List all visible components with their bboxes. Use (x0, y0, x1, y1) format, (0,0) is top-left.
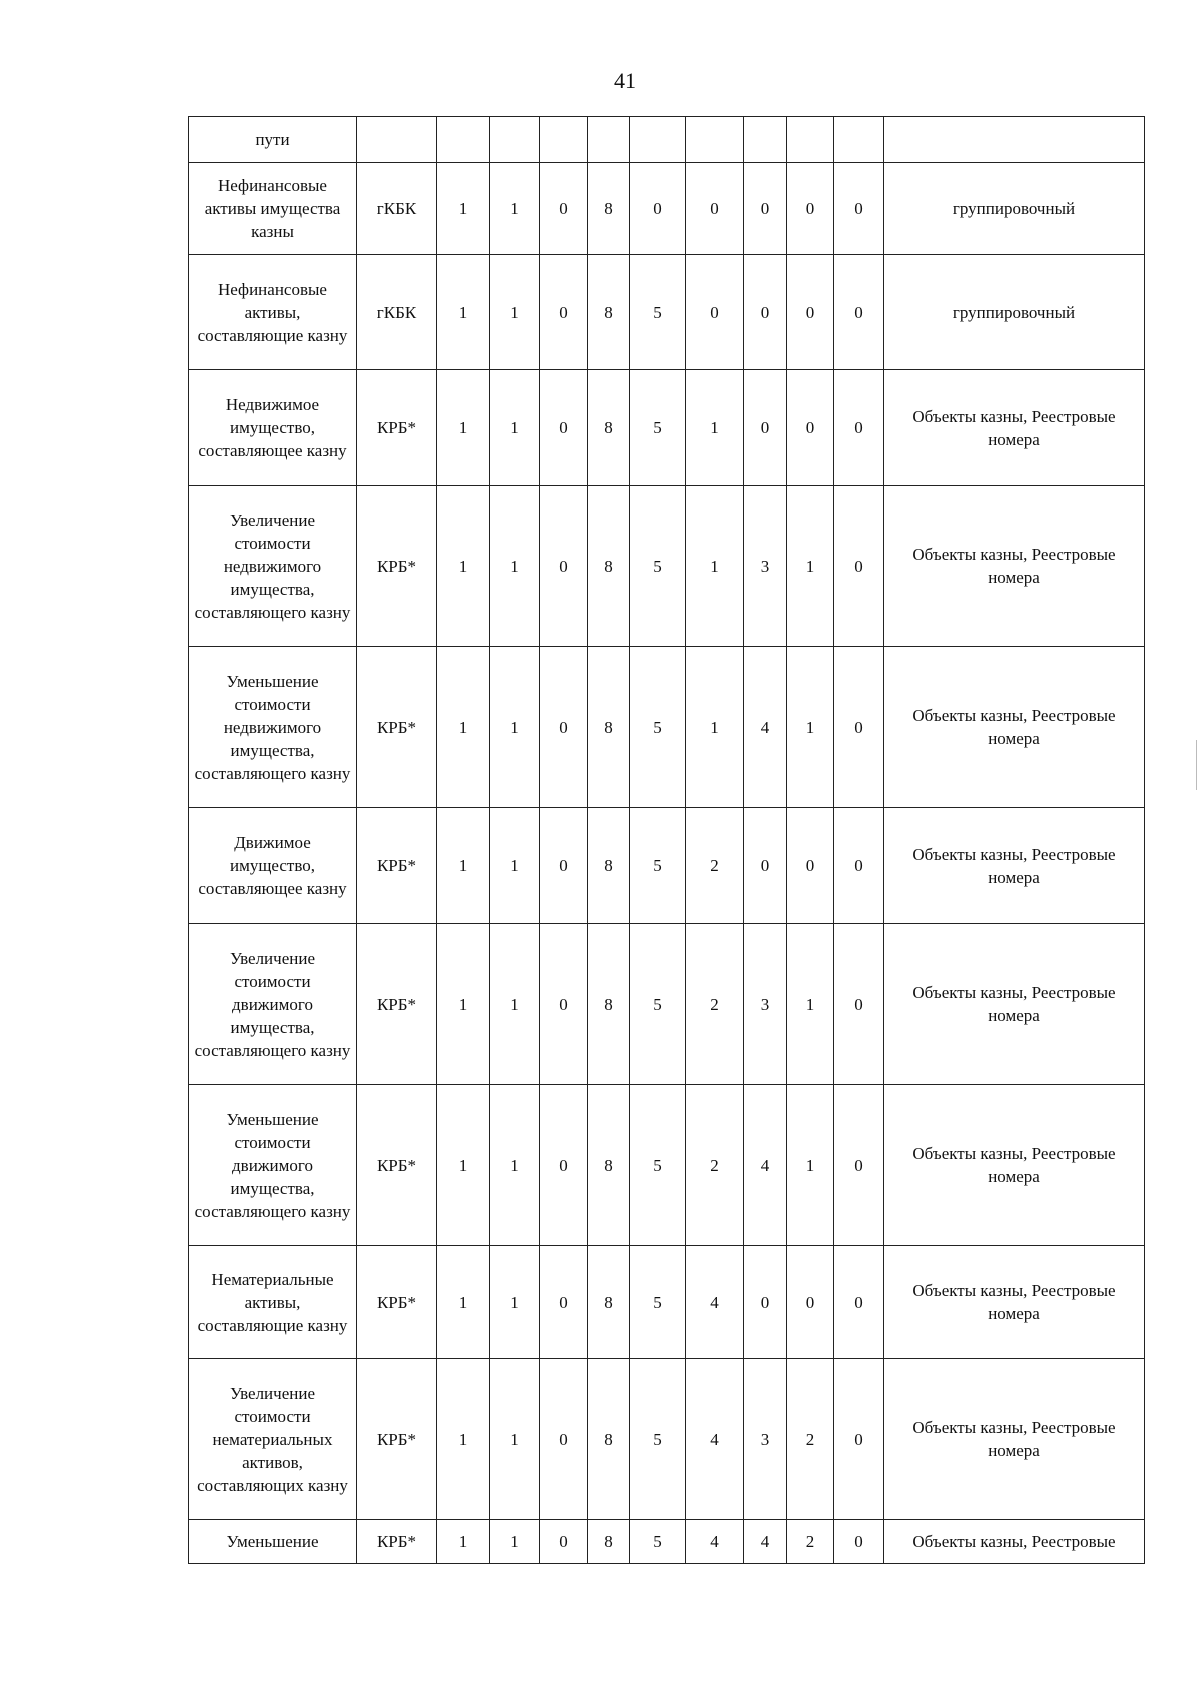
code-digit-cell: 1 (437, 924, 490, 1085)
code-digit-cell: 5 (630, 1359, 686, 1520)
code-digit-cell: 0 (834, 370, 884, 486)
table-body (189, 117, 1145, 1564)
code-digit-cell: 1 (686, 486, 744, 647)
scan-edge-mark (1196, 740, 1197, 790)
code-digit-cell: 1 (787, 924, 834, 1085)
code-digit-cell: 3 (744, 486, 787, 647)
account-name-cell: Уменьшение (189, 1520, 357, 1564)
code-digit-cell: 5 (630, 647, 686, 808)
code-digit-cell: 8 (588, 808, 630, 924)
code-digit-cell: 5 (630, 1246, 686, 1359)
code-digit-cell: 0 (834, 163, 884, 255)
code-digit-cell: 5 (630, 924, 686, 1085)
code-digit-cell: 0 (686, 163, 744, 255)
code-digit-cell: 1 (437, 486, 490, 647)
account-name-cell: Недвижимое имущество, составляющее казну (189, 370, 357, 486)
account-name-cell: Увеличение стоимости нематериальных активов, составляющих казну (189, 1359, 357, 1520)
code-digit-cell: 1 (490, 1359, 540, 1520)
table-row (189, 1359, 1145, 1520)
account-codes-table (188, 116, 1145, 1564)
code-digit-cell (630, 117, 686, 163)
code-digit-cell: 1 (437, 808, 490, 924)
code-digit-cell (744, 117, 787, 163)
code-digit-cell: 4 (744, 1520, 787, 1564)
table-row (189, 1520, 1145, 1564)
page-number: 41 (614, 68, 636, 93)
code-digit-cell (540, 117, 588, 163)
account-name-cell: Нефинансовые активы, составляющие казну (189, 255, 357, 370)
table-row (189, 1085, 1145, 1246)
code-digit-cell: 5 (630, 1520, 686, 1564)
code-digit-cell: 8 (588, 924, 630, 1085)
code-digit-cell: 2 (787, 1520, 834, 1564)
code-digit-cell: 2 (686, 808, 744, 924)
code-digit-cell: 0 (540, 1359, 588, 1520)
code-digit-cell: 0 (834, 924, 884, 1085)
code-digit-cell: 2 (787, 1359, 834, 1520)
code-digit-cell: 8 (588, 1520, 630, 1564)
code-digit-cell: 4 (686, 1359, 744, 1520)
analytics-note-cell: Объекты казны, Реестровые номера (884, 1246, 1145, 1359)
code-digit-cell (686, 117, 744, 163)
code-digit-cell: 0 (834, 647, 884, 808)
code-digit-cell: 1 (437, 1246, 490, 1359)
analytics-note-cell (884, 117, 1145, 163)
code-digit-cell: 0 (686, 255, 744, 370)
code-digit-cell (834, 117, 884, 163)
analytics-note-cell: Объекты казны, Реестровые номера (884, 1359, 1145, 1520)
code-digit-cell: 1 (490, 647, 540, 808)
code-type-cell: КРБ* (357, 486, 437, 647)
code-digit-cell: 1 (686, 647, 744, 808)
code-digit-cell: 0 (540, 370, 588, 486)
code-digit-cell: 1 (437, 370, 490, 486)
code-digit-cell: 0 (540, 255, 588, 370)
code-digit-cell: 0 (540, 808, 588, 924)
code-digit-cell: 5 (630, 808, 686, 924)
code-type-cell: гКБК (357, 163, 437, 255)
code-type-cell: КРБ* (357, 808, 437, 924)
table-row (189, 370, 1145, 486)
code-digit-cell: 0 (744, 1246, 787, 1359)
code-digit-cell: 0 (787, 1246, 834, 1359)
code-digit-cell: 1 (437, 255, 490, 370)
analytics-note-cell: Объекты казны, Реестровые номера (884, 1085, 1145, 1246)
code-digit-cell: 0 (834, 1246, 884, 1359)
code-digit-cell: 1 (490, 163, 540, 255)
code-digit-cell: 8 (588, 1246, 630, 1359)
code-digit-cell: 0 (787, 808, 834, 924)
code-digit-cell: 8 (588, 486, 630, 647)
code-digit-cell: 0 (834, 1359, 884, 1520)
account-name-cell: Увеличение стоимости недвижимого имущества, составляющего казну (189, 486, 357, 647)
code-digit-cell: 1 (490, 924, 540, 1085)
code-digit-cell: 1 (490, 808, 540, 924)
code-type-cell: КРБ* (357, 647, 437, 808)
code-digit-cell: 3 (744, 1359, 787, 1520)
analytics-note-cell: группировочный (884, 163, 1145, 255)
code-digit-cell: 0 (787, 255, 834, 370)
code-digit-cell: 1 (686, 370, 744, 486)
code-digit-cell: 1 (490, 1085, 540, 1246)
code-digit-cell (787, 117, 834, 163)
account-name-cell: Нематериальные активы, составляющие казну (189, 1246, 357, 1359)
analytics-note-cell: Объекты казны, Реестровые номера (884, 924, 1145, 1085)
code-digit-cell: 5 (630, 370, 686, 486)
code-digit-cell (490, 117, 540, 163)
code-digit-cell: 3 (744, 924, 787, 1085)
analytics-note-cell: Объекты казны, Реестровые номера (884, 808, 1145, 924)
account-name-cell: пути (189, 117, 357, 163)
code-digit-cell: 0 (787, 370, 834, 486)
code-digit-cell: 2 (686, 924, 744, 1085)
code-type-cell: КРБ* (357, 924, 437, 1085)
code-digit-cell: 0 (540, 1085, 588, 1246)
code-digit-cell: 1 (490, 255, 540, 370)
code-digit-cell: 0 (834, 486, 884, 647)
code-digit-cell: 8 (588, 1085, 630, 1246)
code-digit-cell: 0 (540, 486, 588, 647)
analytics-note-cell: группировочный (884, 255, 1145, 370)
code-digit-cell: 4 (744, 1085, 787, 1246)
code-digit-cell: 1 (787, 1085, 834, 1246)
code-digit-cell: 0 (744, 255, 787, 370)
code-digit-cell: 5 (630, 255, 686, 370)
code-digit-cell: 0 (630, 163, 686, 255)
code-type-cell: КРБ* (357, 1246, 437, 1359)
code-digit-cell: 0 (744, 370, 787, 486)
code-digit-cell: 0 (834, 255, 884, 370)
code-digit-cell: 4 (744, 647, 787, 808)
code-digit-cell: 8 (588, 1359, 630, 1520)
code-digit-cell (588, 117, 630, 163)
analytics-note-cell: Объекты казны, Реестровые номера (884, 486, 1145, 647)
code-digit-cell: 1 (787, 647, 834, 808)
code-digit-cell: 4 (686, 1246, 744, 1359)
account-name-cell: Движимое имущество, составляющее казну (189, 808, 357, 924)
account-name-cell: Нефинансовые активы имущества казны (189, 163, 357, 255)
code-type-cell (357, 117, 437, 163)
code-type-cell: КРБ* (357, 1085, 437, 1246)
code-digit-cell: 1 (490, 486, 540, 647)
code-digit-cell: 1 (437, 1520, 490, 1564)
code-digit-cell: 0 (834, 1085, 884, 1246)
code-digit-cell: 1 (490, 370, 540, 486)
code-digit-cell: 8 (588, 647, 630, 808)
code-digit-cell: 0 (540, 924, 588, 1085)
code-digit-cell: 0 (744, 808, 787, 924)
code-digit-cell: 0 (540, 647, 588, 808)
analytics-note-cell: Объекты казны, Реестровые (884, 1520, 1145, 1564)
account-name-cell: Увеличение стоимости движимого имущества, составляющего казну (189, 924, 357, 1085)
code-digit-cell: 2 (686, 1085, 744, 1246)
code-digit-cell: 0 (787, 163, 834, 255)
code-digit-cell: 1 (490, 1246, 540, 1359)
code-digit-cell: 1 (437, 1085, 490, 1246)
account-name-cell: Уменьшение стоимости движимого имущества, составляющего казну (189, 1085, 357, 1246)
table-row (189, 1246, 1145, 1359)
code-digit-cell: 0 (540, 1246, 588, 1359)
code-type-cell: гКБК (357, 255, 437, 370)
table-row (189, 255, 1145, 370)
code-digit-cell: 1 (437, 163, 490, 255)
code-digit-cell: 1 (490, 1520, 540, 1564)
code-digit-cell (437, 117, 490, 163)
table-row (189, 486, 1145, 647)
code-type-cell: КРБ* (357, 370, 437, 486)
code-type-cell: КРБ* (357, 1520, 437, 1564)
code-digit-cell: 4 (686, 1520, 744, 1564)
code-digit-cell: 5 (630, 486, 686, 647)
code-type-cell: КРБ* (357, 1359, 437, 1520)
analytics-note-cell: Объекты казны, Реестровые номера (884, 647, 1145, 808)
code-digit-cell: 1 (437, 647, 490, 808)
code-digit-cell: 0 (834, 808, 884, 924)
account-name-cell: Уменьшение стоимости недвижимого имущества, составляющего казну (189, 647, 357, 808)
code-digit-cell: 1 (437, 1359, 490, 1520)
code-digit-cell: 0 (540, 1520, 588, 1564)
code-digit-cell: 8 (588, 163, 630, 255)
table-row (189, 647, 1145, 808)
table-row (189, 924, 1145, 1085)
table-row (189, 808, 1145, 924)
analytics-note-cell: Объекты казны, Реестровые номера (884, 370, 1145, 486)
code-digit-cell: 8 (588, 370, 630, 486)
code-digit-cell: 1 (787, 486, 834, 647)
code-digit-cell: 8 (588, 255, 630, 370)
code-digit-cell: 5 (630, 1085, 686, 1246)
code-digit-cell: 0 (540, 163, 588, 255)
table-row (189, 117, 1145, 163)
table-row (189, 163, 1145, 255)
code-digit-cell: 0 (744, 163, 787, 255)
code-digit-cell: 0 (834, 1520, 884, 1564)
